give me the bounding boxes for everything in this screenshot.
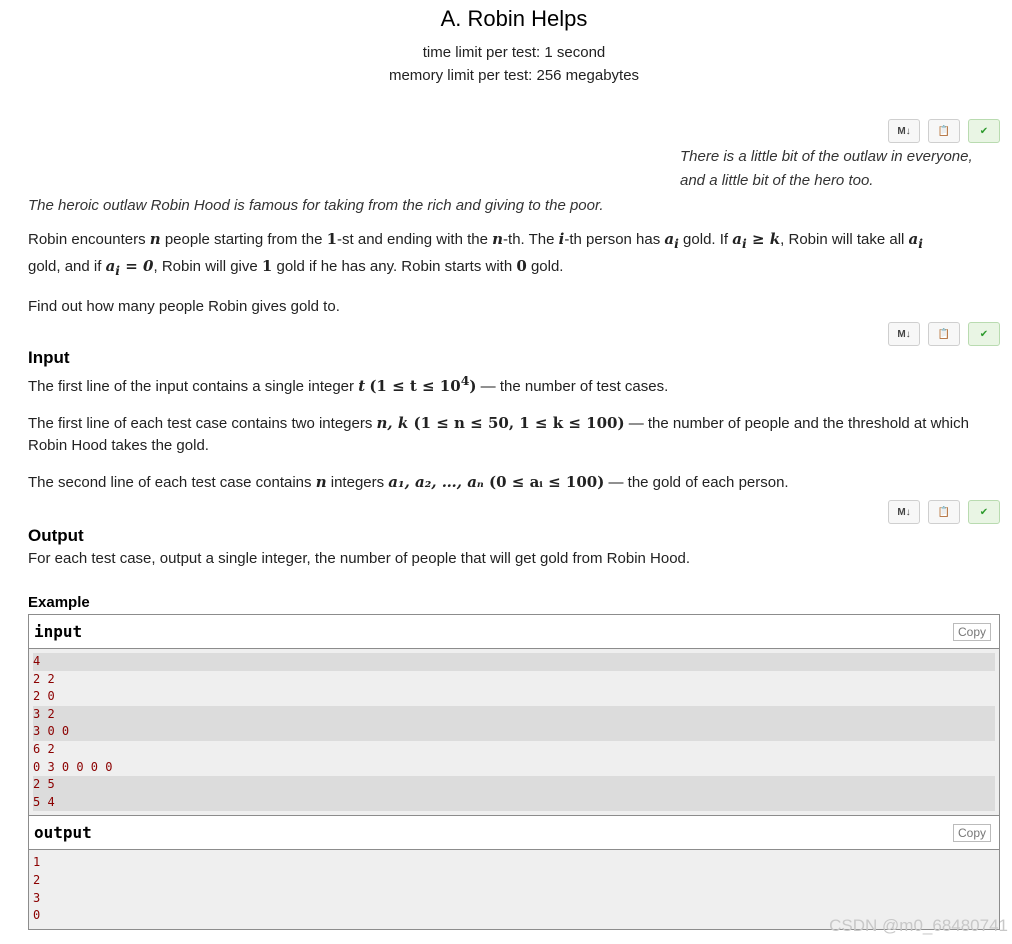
sample-line: 0 3 0 0 0 0: [33, 759, 113, 774]
text: The first line of each test case contains two integers: [28, 415, 377, 432]
input-paragraph-2: [28, 412, 1000, 457]
sample-line: 2: [33, 872, 41, 887]
check-button[interactable]: [968, 322, 1000, 346]
math-range: [369, 373, 477, 395]
text: -th person has: [564, 231, 665, 248]
clipboard-button[interactable]: [928, 500, 960, 524]
example-title: Example: [28, 594, 90, 611]
output-header: [29, 815, 999, 850]
markdown-icon: M↓: [897, 328, 911, 340]
epigraph-line-1: There is a little bit of the outlaw in everyone,: [680, 148, 973, 165]
math-sub: i: [674, 236, 679, 251]
math-zero: 0: [516, 257, 527, 275]
legend-paragraph-1: [28, 228, 1000, 282]
text: — the gold of each person.: [604, 474, 789, 491]
output-toolbar: [28, 500, 1000, 526]
math-condition: [732, 230, 781, 251]
legend-quote: The heroic outlaw Robin Hood is famous for taking from the rich and giving to the poor.: [28, 197, 604, 214]
text: integers: [326, 474, 389, 491]
math-rest: ≥ k: [746, 230, 781, 248]
input-toolbar: [28, 322, 1000, 348]
check-icon: ✔: [979, 328, 989, 340]
output-section-title: Output: [28, 526, 84, 545]
input-body: [29, 649, 999, 815]
text: people starting from the: [160, 231, 327, 248]
output-paragraph-1: For each test case, output a single integer, the number of people that will get gold from Robin Hood.: [28, 550, 691, 567]
check-icon: ✔: [979, 506, 989, 518]
sample-line: 0: [33, 908, 41, 923]
text: — the number of test cases.: [476, 378, 669, 395]
math-one: 1: [326, 230, 338, 248]
limits: [28, 41, 1000, 87]
memory-limit: memory limit per test: 256 megabytes: [388, 67, 640, 84]
clipboard-icon: 📋: [937, 506, 951, 518]
text: gold.: [526, 258, 564, 275]
math-exponent: 4: [460, 373, 470, 388]
math-a: a: [732, 230, 742, 248]
text: , Robin will give: [153, 258, 262, 275]
math-n: n: [149, 230, 161, 248]
text: gold if he has any. Robin starts with: [272, 258, 517, 275]
text: — the number of people and the threshold at which Robin Hood takes the gold.: [28, 415, 969, 454]
sample-line: 5 4: [33, 794, 995, 812]
math-ai: [664, 230, 679, 251]
math-i: i: [558, 230, 565, 248]
sample-line: 3 0 0: [33, 723, 995, 741]
text: gold, and if: [28, 258, 106, 275]
text: gold. If: [678, 231, 733, 248]
input-label: input: [34, 622, 83, 641]
epigraph: [680, 145, 1000, 193]
math-vars: n, k: [376, 414, 409, 432]
input-section-title: Input: [28, 348, 70, 367]
math-range: (0 ≤ aᵢ ≤ 100): [483, 473, 605, 491]
check-button[interactable]: [968, 500, 1000, 524]
math-t: t: [358, 377, 366, 395]
copy-output-button[interactable]: Copy: [953, 824, 991, 842]
math-a: a: [664, 230, 675, 248]
problem-title: A. Robin Helps: [440, 6, 588, 31]
clipboard-button[interactable]: [928, 119, 960, 143]
epigraph-line-2: and a little bit of the hero too.: [680, 172, 874, 189]
sample-line: 6 2: [33, 741, 55, 756]
math-equality: [105, 257, 154, 278]
check-button[interactable]: [968, 119, 1000, 143]
math-sub: i: [918, 236, 924, 251]
sample-tests: [28, 614, 1000, 930]
text: -th. The: [503, 231, 559, 248]
sample-line: 2 0: [33, 689, 55, 704]
input-header: [29, 615, 999, 649]
sample-line: 4: [33, 653, 995, 671]
math-n: n: [492, 230, 504, 248]
copy-input-button[interactable]: Copy: [953, 623, 991, 641]
math-a: a: [908, 230, 919, 248]
math-range: (1 ≤ n ≤ 50, 1 ≤ k ≤ 100): [408, 414, 625, 432]
math-rest: = 0: [120, 257, 154, 275]
legend-paragraph-2: Find out how many people Robin gives gold to.: [28, 298, 340, 315]
clipboard-icon: 📋: [937, 125, 951, 137]
math-n: n: [315, 473, 327, 491]
input-paragraph-3: [28, 471, 1000, 494]
markdown-button[interactable]: [888, 322, 920, 346]
text: The first line of the input contains a single integer: [28, 378, 359, 395]
clipboard-button[interactable]: [928, 322, 960, 346]
watermark: CSDN @m0_68480741: [829, 916, 1008, 935]
math-one: 1: [261, 257, 273, 275]
text: , Robin will take all: [780, 231, 909, 248]
math-close: ): [469, 377, 477, 395]
text: -st and ending with the: [337, 231, 493, 248]
math-sub: i: [742, 236, 747, 251]
check-icon: ✔: [979, 125, 989, 137]
math-sub: i: [115, 263, 121, 278]
sample-line: 2 2: [33, 671, 55, 686]
legend-toolbar: [28, 119, 1000, 145]
markdown-icon: M↓: [897, 506, 911, 518]
input-paragraph-1: [28, 370, 1000, 398]
markdown-button[interactable]: [888, 500, 920, 524]
math-a: a: [105, 257, 116, 275]
text: Robin encounters: [28, 231, 150, 248]
clipboard-icon: 📋: [937, 328, 951, 340]
sample-line: 2 5: [33, 776, 995, 794]
math-sequence: a₁, a₂, …, aₙ: [388, 473, 484, 491]
sample-line: 3: [33, 890, 41, 905]
sample-line: 3 2: [33, 706, 995, 724]
text: The second line of each test case contains: [28, 474, 316, 491]
sample-line: 1: [33, 855, 41, 870]
problem-statement: [28, 0, 1000, 930]
output-label: output: [34, 823, 92, 843]
markdown-button[interactable]: [888, 119, 920, 143]
time-limit: time limit per test: 1 second: [422, 44, 606, 61]
math-range-text: (1 ≤ t ≤ 10: [369, 377, 461, 395]
markdown-icon: M↓: [897, 125, 911, 137]
math-ai: [908, 230, 924, 251]
